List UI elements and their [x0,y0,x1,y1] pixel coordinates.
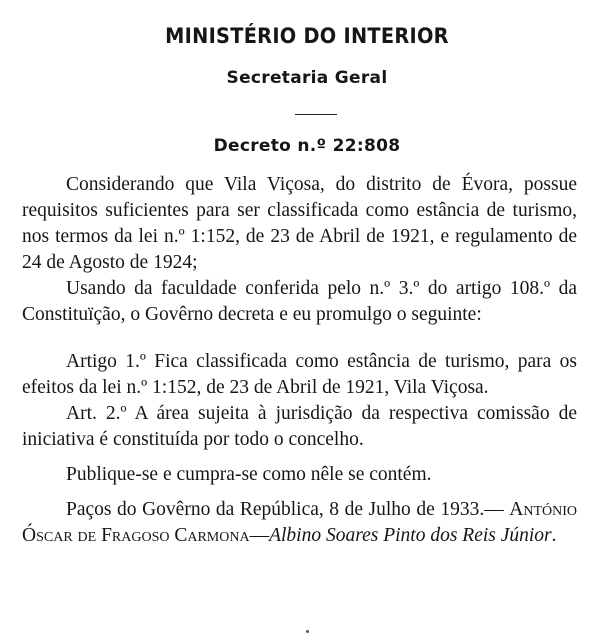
closing-period: . [551,525,557,546]
article-2: Art. 2.º A área sujeita à jurisdição da respectiva comissão de iniciativa é constituída por todo o concelho. [22,403,577,450]
page-mark [306,630,309,633]
decree-body [22,172,577,549]
ministry-heading: MINISTÉRIO DO INTERIOR [165,24,449,48]
closing-signatures [22,497,577,549]
separator-rule [295,114,337,115]
closing-place-date: Paços do Govêrno da República, 8 de Julho de 1933.— [66,499,504,520]
decree-title: Decreto n.º 22:808 [213,136,401,156]
article-1: Artigo 1.º Fica classificada como estância de turismo, para os efeitos da lei n.º 1:152, de 23 de Abril de 1921, Vila Viçosa. [22,351,577,398]
paragraph-using-faculty: Usando da faculdade conferida pelo n.º 3.º do artigo 108.º da Constituïção, o Govêrno decreta e eu promulgo o seguinte: [22,278,577,325]
signatory-president: António Óscar de Fragoso Carmona [22,499,578,546]
publication-clause: Publique-se e cumpra-se como nêle se contém. [66,464,432,485]
department-heading: Secretaria Geral [226,68,388,88]
signature-separator: — [249,525,270,546]
signatory-minister: Albino Soares Pinto dos Reis Júnior [269,525,552,546]
paragraph-considering: Considerando que Vila Viçosa, do distrito de Évora, possue requisitos suficientes para ser classificada como estância de turismo, nos termos da lei n.º 1:152, de 23 de Abril de 1921, e regulamento de 24 de Agosto de 1924; [22,174,577,273]
